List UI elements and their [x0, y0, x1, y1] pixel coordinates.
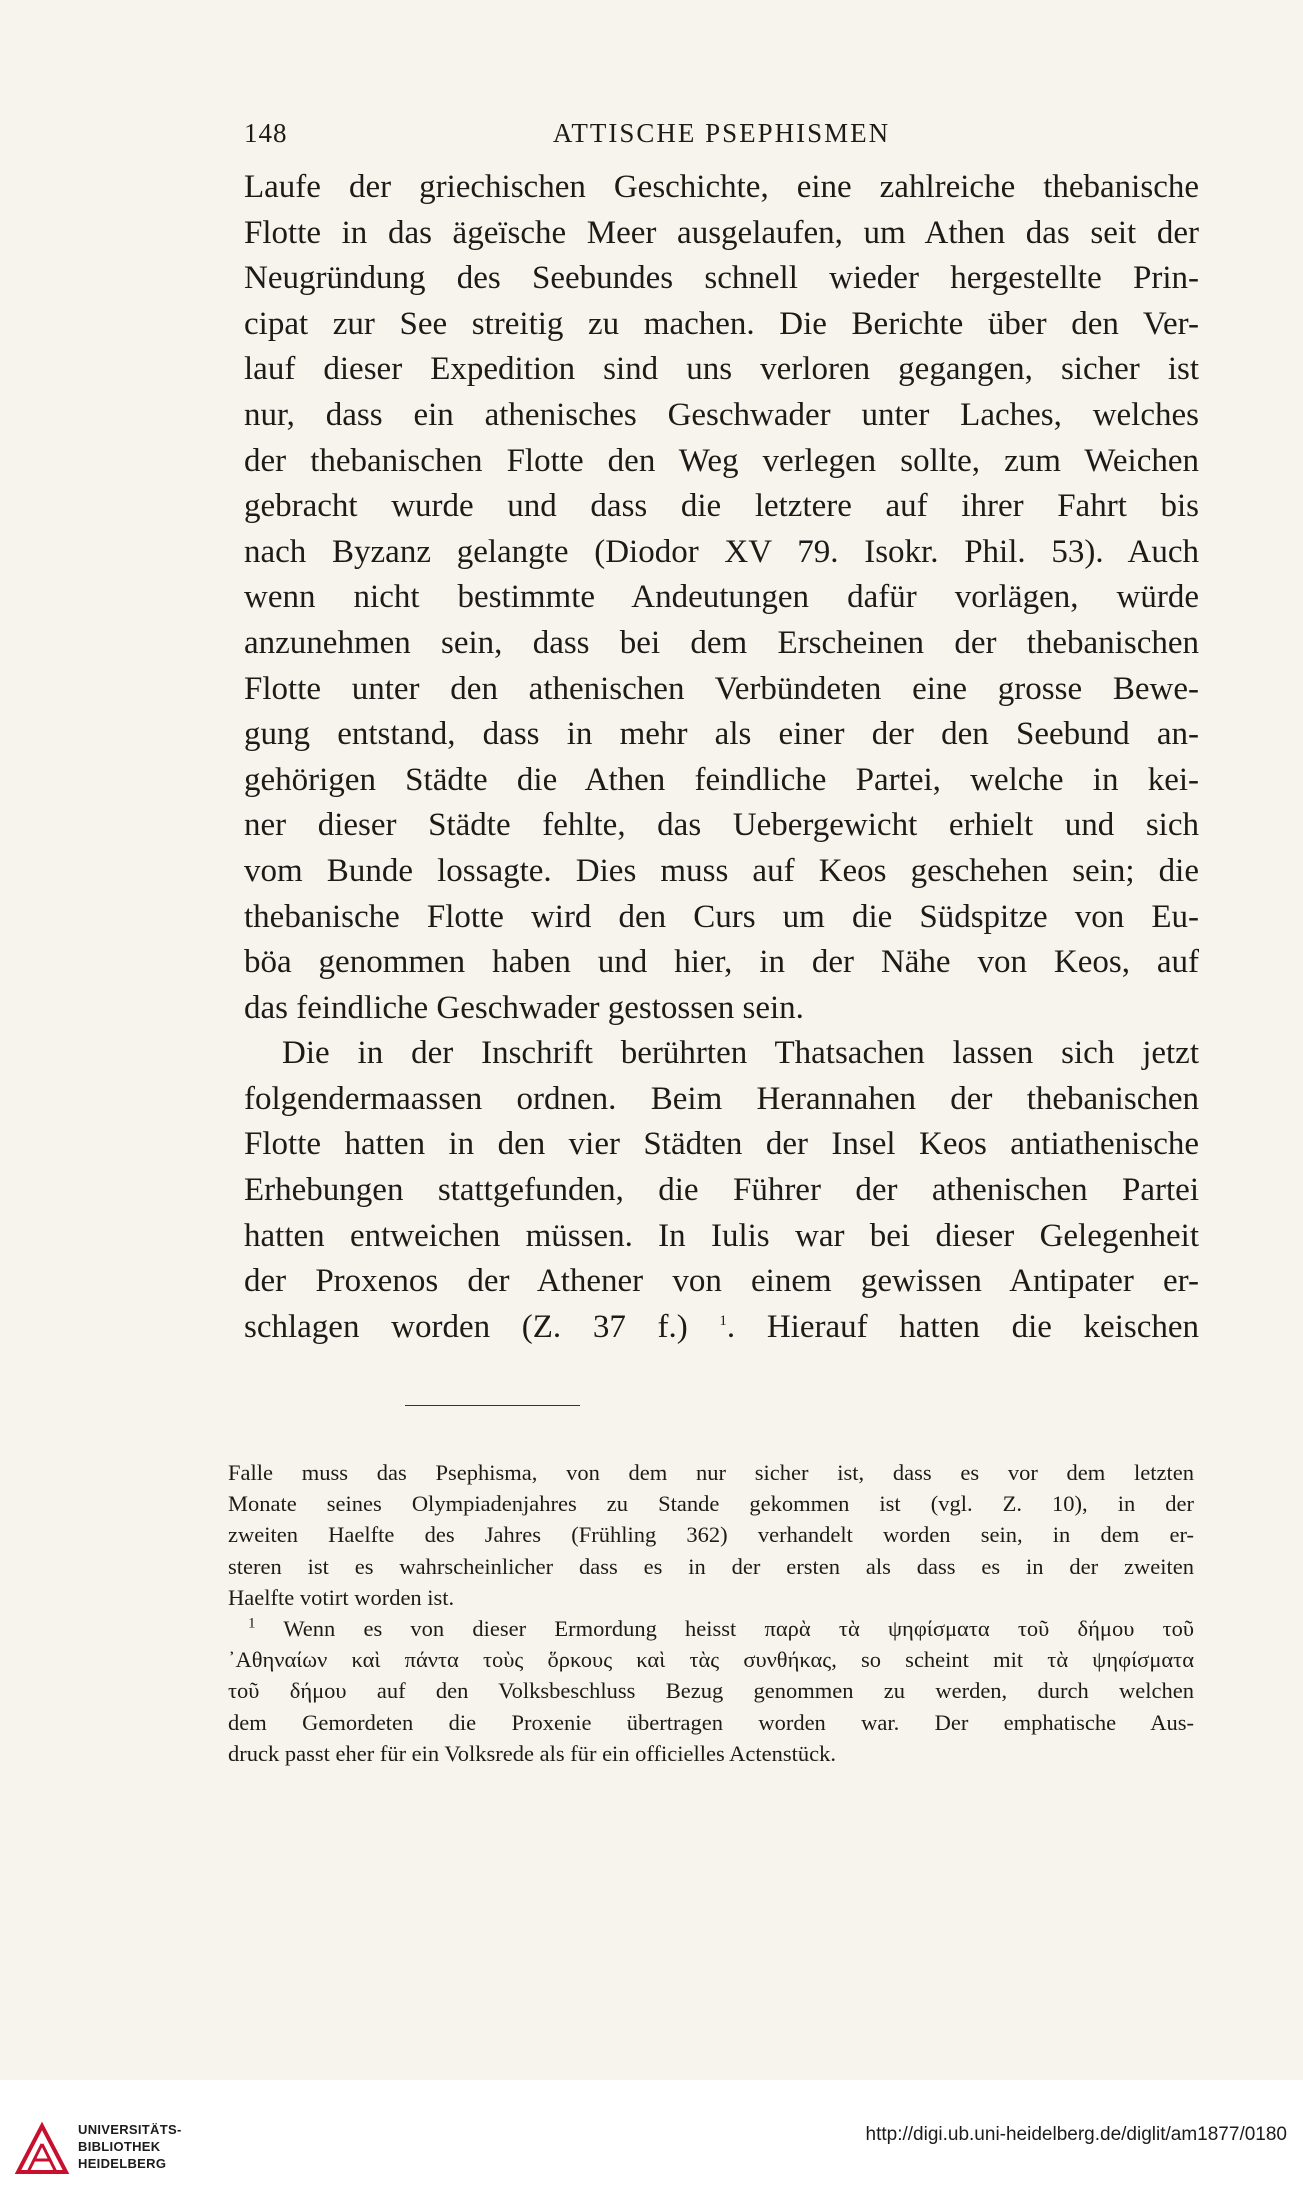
footnote-line: Monate seines Olympiadenjahres zu Stande gekommen ist (vgl. Z. 10), in der	[228, 1491, 1194, 1517]
footnote-line: Haelfte votirt worden ist.	[228, 1584, 455, 1610]
text-line: lauf dieser Expedition sind uns verloren gegangen, sicher ist	[244, 351, 1199, 388]
text-line: Laufe der griechischen Geschichte, eine zahlreiche thebanische	[244, 169, 1199, 205]
running-title: ATTISCHE PSEPHISMEN	[552, 118, 891, 148]
footnote-line: steren ist es wahrscheinlicher dass es in der ersten als dass es in der zweiten	[228, 1553, 1194, 1579]
text-line: cipat zur See streitig zu machen. Die Berichte über den Ver-	[244, 305, 1199, 342]
text-line: gung entstand, dass in mehr als einer der den Seebund an-	[244, 716, 1199, 753]
running-head	[244, 118, 1199, 158]
library-name-line: BIBLIOTHEK	[78, 2139, 161, 2154]
text-line-with-note	[244, 1305, 1199, 1351]
text-line: ner dieser Städte fehlte, das Uebergewicht erhielt und sich	[244, 807, 1199, 844]
text-fragment: schlagen worden (Z. 37 f.)	[244, 1308, 688, 1345]
text-line: Flotte in das ägeïsche Meer ausgelaufen, um Athen das seit der	[244, 214, 1199, 251]
library-name-line: UNIVERSITÄTS-	[78, 2122, 182, 2137]
viewer-footer	[0, 2080, 1303, 2205]
text-line: folgendermaassen ordnen. Beim Herannahen der thebanischen	[244, 1080, 1199, 1117]
footnote-divider	[405, 1405, 580, 1406]
library-name-line: HEIDELBERG	[78, 2156, 167, 2171]
main-text	[244, 165, 1199, 1350]
text-line: der Proxenos der Athener von einem gewissen Antipater er-	[244, 1263, 1199, 1300]
text-line: gebracht wurde und dass die letztere auf ihrer Fahrt bis	[244, 488, 1199, 525]
text-line: Die in der Inschrift berührten Thatsachen lassen sich jetzt	[282, 1035, 1199, 1072]
footnote-line: zweiten Haelfte des Jahres (Frühling 362) verhandelt worden sein, in dem er-	[228, 1522, 1194, 1548]
university-library-logo-icon[interactable]	[14, 2120, 70, 2176]
footnote-line	[228, 1613, 1194, 1644]
text-line: Flotte unter den athenischen Verbündeten eine grosse Bewe-	[244, 670, 1199, 707]
footnote-line: dem Gemordeten die Proxenie übertragen worden war. Der emphatische Aus-	[228, 1709, 1194, 1735]
text-line: wenn nicht bestimmte Andeutungen dafür vorlägen, würde	[244, 579, 1199, 616]
footnote-line: τοῦ δήμου auf den Volksbeschluss Bezug genommen zu werden, durch welchen	[228, 1678, 1194, 1704]
footnote-reference: 1	[719, 1312, 727, 1329]
text-line: das feindliche Geschwader gestossen sein.	[244, 989, 804, 1026]
footnote-line: druck passt eher für ein Volksrede als für ein officielles Actenstück.	[228, 1740, 836, 1766]
footnote-number: 1	[248, 1615, 256, 1632]
page-number: 148	[244, 118, 288, 148]
text-line: gehörigen Städte die Athen feindliche Partei, welche in kei-	[244, 761, 1199, 798]
text-line: hatten entweichen müssen. In Iulis war bei dieser Gelegenheit	[244, 1217, 1199, 1254]
logo-graphic	[14, 2120, 70, 2176]
text-line: Erhebungen stattgefunden, die Führer der athenischen Partei	[244, 1172, 1199, 1209]
permalink-url[interactable]: http://digi.ub.uni-heidelberg.de/diglit/am1877/0180	[865, 2124, 1287, 2145]
text-line: thebanische Flotte wird den Curs um die Südspitze von Eu-	[244, 898, 1199, 935]
footnote-line: ᾿Αθηναίων καὶ πάντα τοὺς ὅρκους καὶ τὰς συνθήκας, so scheint mit τὰ ψηφίσματα	[228, 1647, 1194, 1673]
footnotes	[228, 1457, 1194, 1769]
text-line: Flotte hatten in den vier Städten der Insel Keos antiathenische	[244, 1126, 1199, 1163]
text-line: vom Bunde lossagte. Dies muss auf Keos geschehen sein; die	[244, 852, 1199, 889]
text-fragment: . Hierauf hatten die keischen	[726, 1308, 1200, 1345]
text-line: Neugründung des Seebundes schnell wieder hergestellte Prin-	[244, 260, 1199, 297]
text-line: nur, dass ein athenisches Geschwader unter Laches, welches	[244, 396, 1199, 433]
footnote-text: Wenn es von dieser Ermordung heisst παρὰ τὰ ψηφίσματα τοῦ δήμου τοῦ	[283, 1615, 1195, 1641]
library-name	[78, 2121, 182, 2172]
footnote-line: Falle muss das Psephisma, von dem nur sicher ist, dass es vor dem letzten	[228, 1460, 1194, 1485]
text-line: der thebanischen Flotte den Weg verlegen sollte, zum Weichen	[244, 442, 1199, 479]
text-line: anzunehmen sein, dass bei dem Erscheinen der thebanischen	[244, 624, 1199, 661]
text-line: nach Byzanz gelangte (Diodor XV 79. Isokr. Phil. 53). Auch	[244, 533, 1199, 570]
text-line: böa genommen haben und hier, in der Nähe von Keos, auf	[244, 944, 1199, 981]
